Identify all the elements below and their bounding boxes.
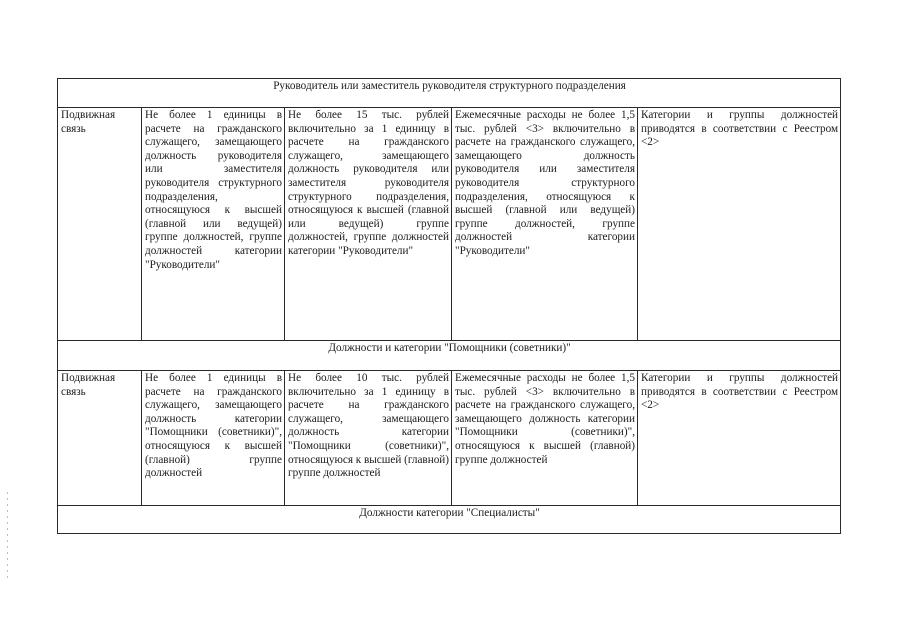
cell-type: Подвижная связь xyxy=(58,371,142,506)
section-heading: Должности категории "Специалисты" xyxy=(58,506,841,534)
cell-price: Не более 15 тыс. рублей включительно за 1 единицу в расчете на гражданского служащего, замещающего должность руководителя или заместителя руководителя структурного подразделения, относящуюся к высшей (главной или ведущей) группе должностей, группе должностей категории "Руководители" xyxy=(285,108,452,341)
table-row xyxy=(58,108,841,341)
section-header-row xyxy=(58,506,841,534)
cell-monthly: Ежемесячные расходы не более 1,5 тыс. рублей <3> включительно в расчете на гражданского служащего, замещающего должность категории "Помощники (советники)", относящуюся к высшей (главной) группе должностей xyxy=(452,371,638,506)
cell-monthly: Ежемесячные расходы не более 1,5 тыс. рублей <3> включительно в расчете на гражданского служащего, замещающего должность руководителя или заместителя руководителя структурного подразделения, относящуюся к высшей (главной или ведущей) группе должностей, группе должностей категории "Руководители" xyxy=(452,108,638,341)
section-heading: Должности и категории "Помощники (советники)" xyxy=(58,341,841,371)
cell-note: Категории и группы должностей приводятся в соответствии с Реестром <2> xyxy=(638,371,841,506)
section-header-row xyxy=(58,79,841,108)
cell-quantity: Не более 1 единицы в расчете на гражданского служащего, замещающего должность руководителя или заместителя руководителя структурного подразделения, относящуюся к высшей (главной или ведущей) группе должностей, группе должностей категории "Руководители" xyxy=(142,108,285,341)
cell-quantity: Не более 1 единицы в расчете на гражданского служащего, замещающего должность категории "Помощники (советники)", относящуюся к высшей (главной) группе должностей xyxy=(142,371,285,506)
cell-type: Подвижная связь xyxy=(58,108,142,341)
cell-note: Категории и группы должностей приводятся в соответствии с Реестром <2> xyxy=(638,108,841,341)
table-row xyxy=(58,371,841,506)
cell-price: Не более 10 тыс. рублей включительно за 1 единицу в расчете на гражданского служащего, замещающего должность категории "Помощники (советники)", относящуюся к высшей (главной) группе должностей xyxy=(285,371,452,506)
section-header-row xyxy=(58,341,841,371)
scan-margin-mark xyxy=(7,492,8,582)
norms-table xyxy=(57,78,841,534)
section-heading: Руководитель или заместитель руководителя структурного подразделения xyxy=(58,79,841,108)
